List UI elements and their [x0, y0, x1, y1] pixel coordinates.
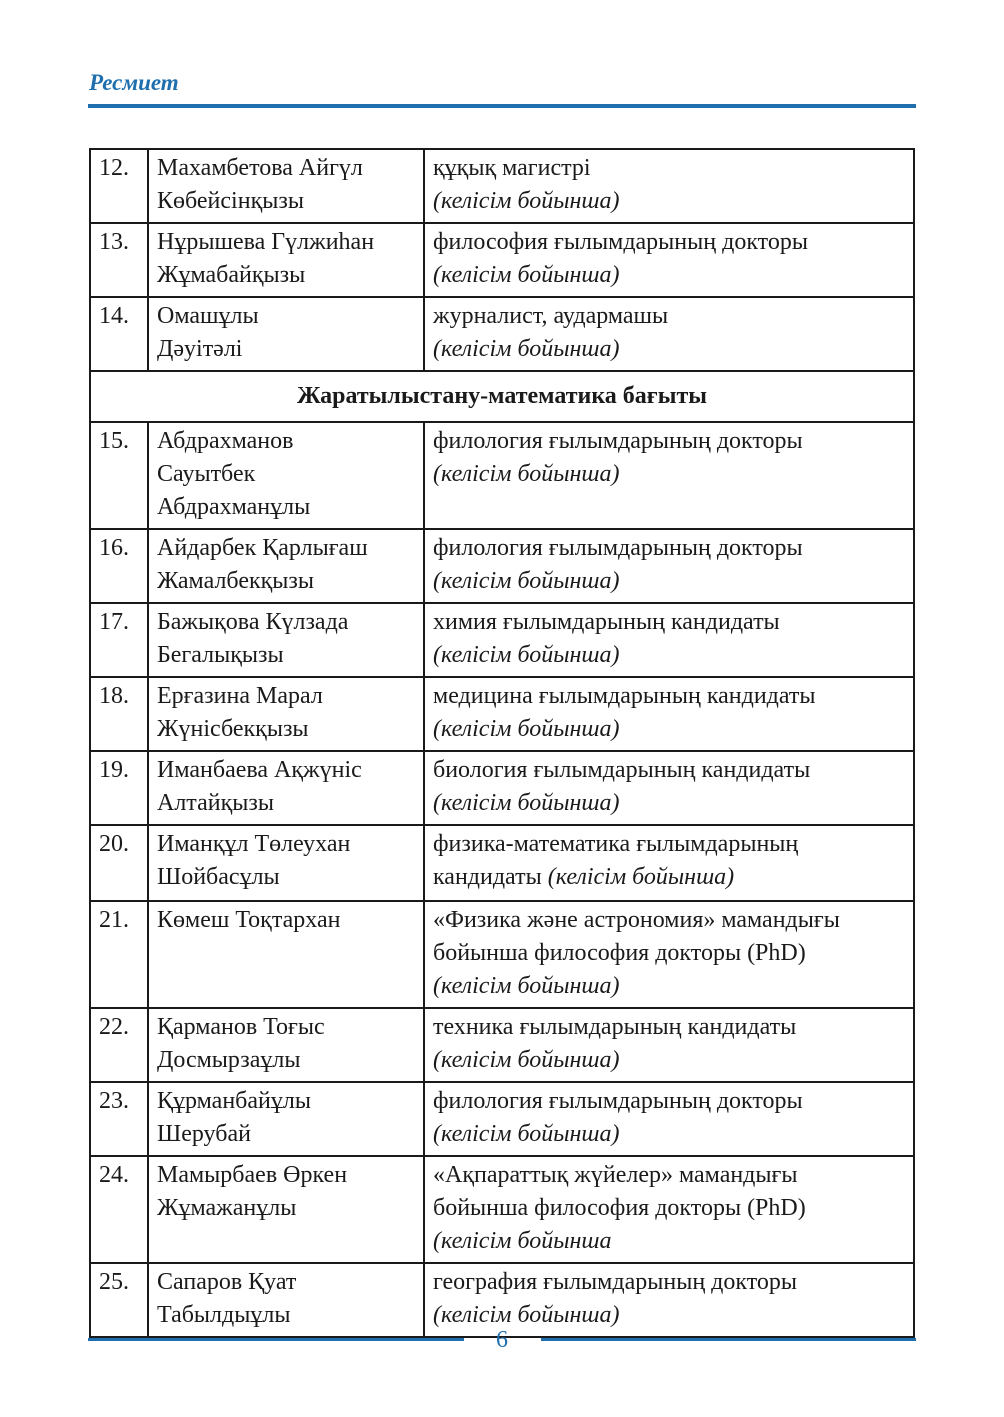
member-name-line: Иманқұл Төлеухан	[157, 831, 351, 857]
member-title	[424, 297, 914, 371]
table-row	[90, 1156, 914, 1263]
row-number: 21.	[90, 901, 148, 1008]
member-name	[148, 677, 424, 751]
agreement-note: (келісім бойынша)	[433, 716, 620, 742]
footer-divider-left	[88, 1338, 464, 1341]
member-name-line: Ерғазина Марал	[157, 683, 323, 709]
member-title	[424, 1156, 914, 1263]
member-title	[424, 1082, 914, 1156]
member-title-line: биология ғылымдарының кандидаты	[433, 757, 811, 783]
member-name-line: Табылдыұлы	[157, 1302, 291, 1328]
table-row	[90, 603, 914, 677]
row-number: 13.	[90, 223, 148, 297]
table-row	[90, 901, 914, 1008]
member-name-line: Досмырзаұлы	[157, 1047, 301, 1073]
member-name-line: Шойбасұлы	[157, 864, 280, 890]
member-name	[148, 297, 424, 371]
member-name-line: Махамбетова Айгүл	[157, 155, 363, 181]
member-name-line: Сапаров Қуат	[157, 1269, 297, 1295]
member-title-line: филология ғылымдарының докторы	[433, 1088, 803, 1114]
members-table	[89, 148, 915, 1338]
member-title-line: география ғылымдарының докторы	[433, 1269, 798, 1295]
row-number: 23.	[90, 1082, 148, 1156]
table-row	[90, 297, 914, 371]
row-number: 17.	[90, 603, 148, 677]
member-title-line: «Физика және астрономия» мамандығы	[433, 907, 840, 933]
table-row	[90, 422, 914, 529]
agreement-note: (келісім бойынша)	[433, 188, 620, 214]
member-title-line: «Ақпараттық жүйелер» мамандығы	[433, 1162, 798, 1188]
member-name-line: Қарманов Тоғыс	[157, 1014, 325, 1040]
header-divider	[88, 104, 916, 108]
table-row	[90, 677, 914, 751]
agreement-note: (келісім бойынша)	[433, 790, 620, 816]
member-name-line: Дәуітәлі	[157, 336, 243, 362]
table-row	[90, 529, 914, 603]
row-number: 20.	[90, 825, 148, 901]
member-name-line: Сауытбек	[157, 461, 256, 487]
member-title	[424, 149, 914, 223]
agreement-note: (келісім бойынша)	[433, 336, 620, 362]
member-title-line: медицина ғылымдарының кандидаты	[433, 683, 816, 709]
member-title-line: кандидаты	[433, 864, 542, 890]
member-name	[148, 1008, 424, 1082]
member-name	[148, 751, 424, 825]
member-name	[148, 1082, 424, 1156]
agreement-note: (келісім бойынша)	[433, 568, 620, 594]
member-title-line: филология ғылымдарының докторы	[433, 535, 803, 561]
member-name	[148, 1263, 424, 1337]
member-name-line: Иманбаева Ақжүніс	[157, 757, 362, 783]
member-name	[148, 1156, 424, 1263]
member-name-line: Бегалықызы	[157, 642, 284, 668]
row-number: 19.	[90, 751, 148, 825]
table-row	[90, 1082, 914, 1156]
section-header-title: Ресмиет	[89, 70, 179, 95]
row-number: 24.	[90, 1156, 148, 1263]
row-number: 22.	[90, 1008, 148, 1082]
agreement-note: (келісім бойынша	[433, 1228, 612, 1254]
footer-divider-right	[541, 1338, 916, 1341]
member-name-line: Жамалбекқызы	[157, 568, 315, 594]
member-title	[424, 901, 914, 1008]
agreement-note: (келісім бойынша)	[433, 262, 620, 288]
member-title-line: бойынша философия докторы (PhD)	[433, 1195, 806, 1221]
member-title	[424, 677, 914, 751]
member-title	[424, 223, 914, 297]
member-title	[424, 751, 914, 825]
row-number: 14.	[90, 297, 148, 371]
member-name-line: Жұмажанұлы	[157, 1195, 297, 1221]
member-title-line: құқық магистрі	[433, 155, 591, 181]
member-title	[424, 825, 914, 901]
member-name	[148, 422, 424, 529]
member-title	[424, 529, 914, 603]
section-row	[90, 371, 914, 422]
row-number: 16.	[90, 529, 148, 603]
agreement-note: (келісім бойынша)	[433, 461, 620, 487]
member-name-line: Құрманбайұлы	[157, 1088, 311, 1114]
member-title-line: физика-математика ғылымдарының	[433, 831, 799, 857]
member-name-line: Абдрахманов	[157, 428, 294, 454]
row-number: 18.	[90, 677, 148, 751]
agreement-note: (келісім бойынша)	[433, 1121, 620, 1147]
member-name	[148, 603, 424, 677]
agreement-note: (келісім бойынша)	[433, 1047, 620, 1073]
member-name-line: Абдрахманұлы	[157, 494, 311, 520]
agreement-note: (келісім бойынша)	[433, 973, 620, 999]
table-row	[90, 1263, 914, 1337]
member-title-line: филология ғылымдарының докторы	[433, 428, 803, 454]
member-name	[148, 901, 424, 1008]
member-title-line: техника ғылымдарының кандидаты	[433, 1014, 797, 1040]
row-number: 12.	[90, 149, 148, 223]
member-name	[148, 149, 424, 223]
row-number: 15.	[90, 422, 148, 529]
member-title	[424, 1263, 914, 1337]
row-number: 25.	[90, 1263, 148, 1337]
table-row	[90, 825, 914, 901]
member-name-line: Көмеш Тоқтархан	[157, 907, 341, 933]
page-number: 6	[496, 1327, 508, 1353]
agreement-note: (келісім бойынша)	[433, 642, 620, 668]
member-title-line: химия ғылымдарының кандидаты	[433, 609, 780, 635]
member-name-line: Айдарбек Қарлығаш	[157, 535, 368, 561]
agreement-note: (келісім бойынша)	[433, 1302, 620, 1328]
member-name-line: Жұмабайқызы	[157, 262, 306, 288]
member-name-line: Бажықова Күлзада	[157, 609, 349, 635]
member-title	[424, 1008, 914, 1082]
table-row	[90, 751, 914, 825]
member-name-line: Көбейсінқызы	[157, 188, 304, 214]
member-name	[148, 825, 424, 901]
member-name-line: Мамырбаев Өркен	[157, 1162, 348, 1188]
table-row	[90, 1008, 914, 1082]
member-title-line: бойынша философия докторы (PhD)	[433, 940, 806, 966]
section-heading: Жаратылыстану-математика бағыты	[90, 371, 914, 422]
member-title	[424, 603, 914, 677]
member-title-line: журналист, аудармашы	[433, 303, 669, 329]
member-name-line: Алтайқызы	[157, 790, 274, 816]
member-title-line: философия ғылымдарының докторы	[433, 229, 808, 255]
table-row	[90, 149, 914, 223]
member-name	[148, 223, 424, 297]
member-name-line: Жүнісбекқызы	[157, 716, 309, 742]
table-row	[90, 223, 914, 297]
member-title	[424, 422, 914, 529]
member-name	[148, 529, 424, 603]
agreement-note: (келісім бойынша)	[547, 864, 735, 890]
member-name-line: Омашұлы	[157, 303, 259, 329]
member-name-line: Нұрышева Гүлжиһан	[157, 229, 375, 255]
member-name-line: Шерубай	[157, 1121, 251, 1147]
